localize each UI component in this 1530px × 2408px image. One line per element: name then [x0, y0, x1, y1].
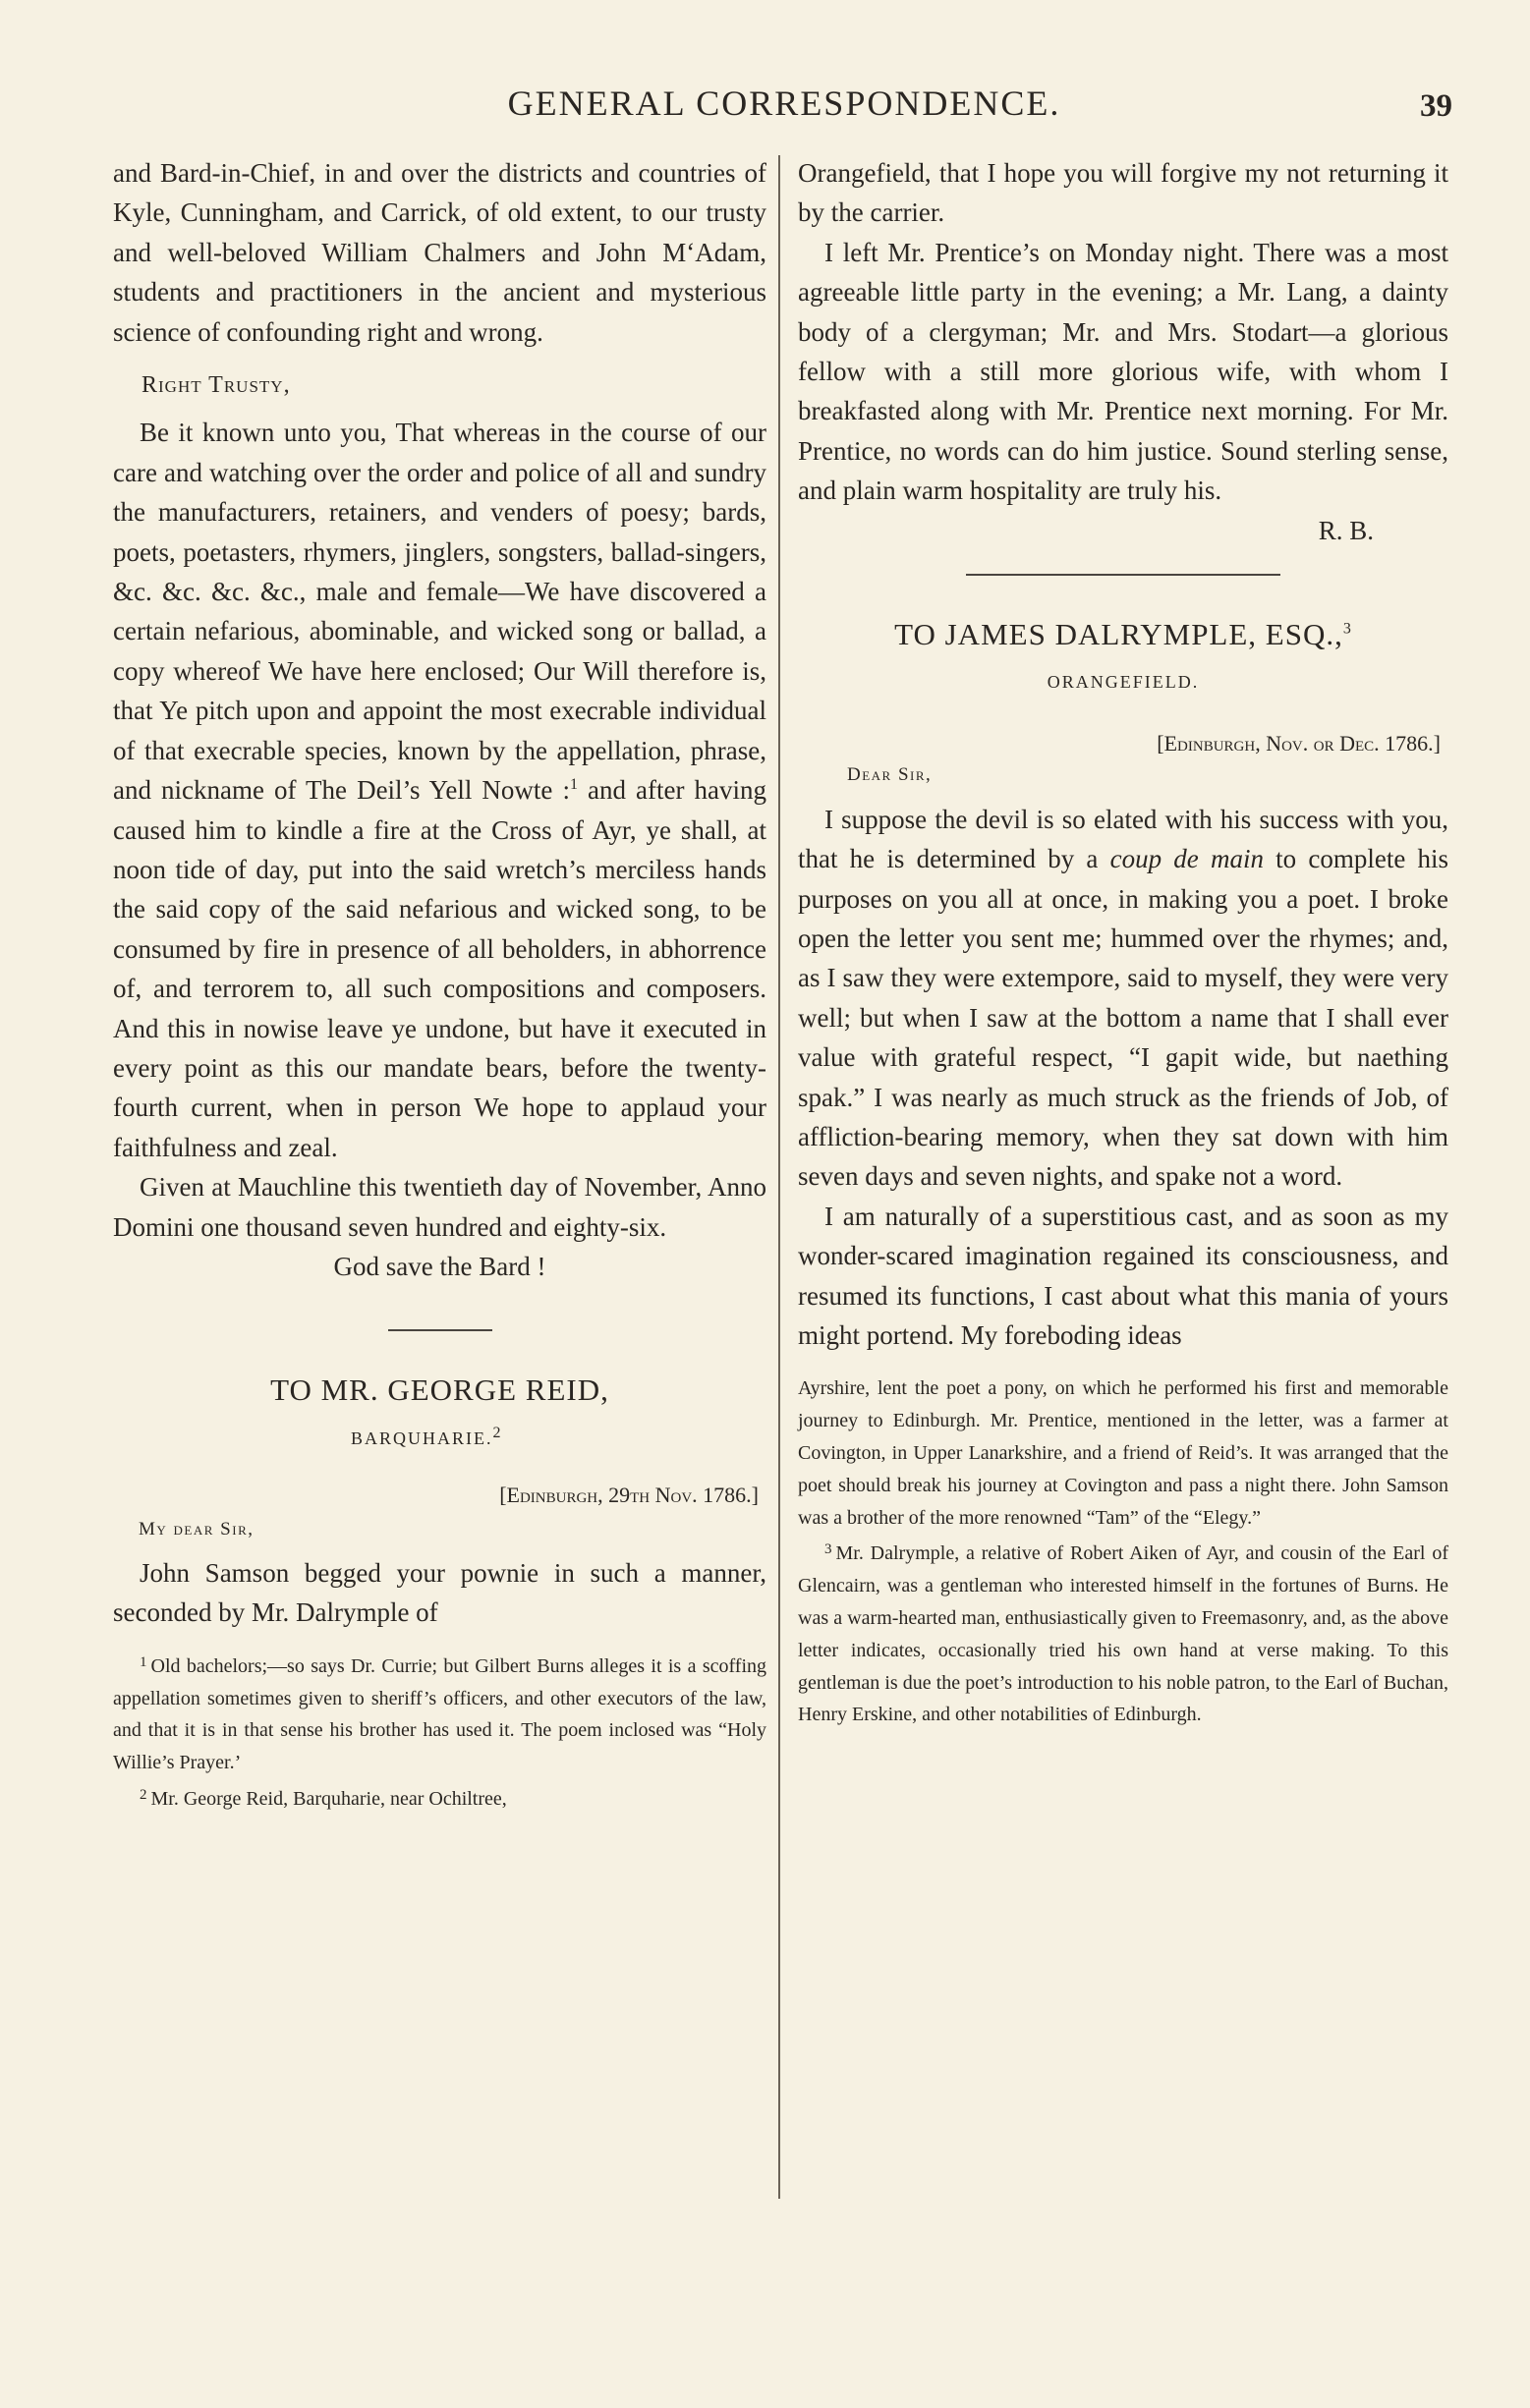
- mandate-body-part1: Be it known unto you, That whereas in the course of our care and watching over the order and police of all and sundry the manufacturers, retainers, and venders of poesy; bards, poets, poetasters, rhymers, jinglers, songsters, ballad-singers, &c. &c. &c. &c., male and female—We have discovered a certain nefarious, abominable, and wicked song or ballad, a copy whereof We have here enclosed; Our Will therefore is, that Ye pitch upon and appoint the most execrable individual of that execrable species, known by the appellation, phrase, and nickname of The Deil’s Yell Nowte :: [113, 418, 766, 806]
- letter-opening: and Bard-in-Chief, in and over the districts and countries of Kyle, Cunningham, and Carrick, of old extent, to our trusty and well-beloved William Chalmers and John M‘Adam, students and practitioners in the ancient and mysterious science of confounding right and wrong.: [113, 158, 766, 347]
- left-column: [113, 153, 766, 1816]
- letter-subheading-reid: BARQUHARIE.$^2$: [351, 1424, 503, 1448]
- footnote-2-start: $^2$ Mr. George Reid, Barquharie, near Ochiltree,: [140, 1787, 507, 1810]
- dateline-reid: [Edinburgh, 29th Nov. 1786.]: [499, 1483, 759, 1508]
- page-number: 39: [1420, 88, 1452, 124]
- footnote-ref-2: 2: [492, 1424, 503, 1441]
- salutation-dalrymple: Dear Sir,: [847, 764, 933, 786]
- right-column: [798, 153, 1448, 1731]
- mandate-given: Given at Mauchline this twentieth day of November, Anno Domini one thousand seven hundred and eighty-six.: [113, 1172, 766, 1242]
- letter-prentice-paragraph: I left Mr. Prentice’s on Monday night. There was a most agreeable little party in the evening; a Mr. Lang, a dainty body of a clergyman; Mr. and Mrs. Stodart—a glorious fellow with a still more glorious wife, with whom I breakfasted along with Mr. Prentice next morning. For Mr. Prentice, no words can do him justice. Sound sterling sense, and plain warm hospitality are truly his.: [798, 237, 1448, 506]
- letter-heading-reid: TO MR. GEORGE REID,: [270, 1372, 609, 1408]
- section-rule: [388, 1329, 492, 1331]
- mandate-body-part2: and after having caused him to kindle a fire at the Cross of Ayr, ye shall, at noon tide of day, put into the said wretch’s merciless hands the said copy of the said nefarious and wicked song, to be consumed by fire in presence of all beholders, in abhorrence of, and terrorem to, all such compositions and composers. And this in nowise leave ye undone, but have it executed in every point as this our mandate bears, before the twenty-fourth current, when in person We hope to applaud your faithfulness and zeal.: [113, 775, 766, 1162]
- footnote-1: $^1$ Old bachelors;—so says Dr. Currie; but Gilbert Burns alleges it is a scoffing appellation sometimes given to sheriff’s officers, and other executors of the law, and that it is in that sense his brother has used it. The poem inclosed was “Holy Willie’s Prayer.’: [113, 1653, 766, 1774]
- letter-body-reid: John Samson begged your pownie in such a manner, seconded by Mr. Dalrymple of: [113, 1558, 766, 1628]
- italic-coup-de-main: coup de main: [1109, 844, 1264, 874]
- mandate-closing: God save the Bard !: [333, 1251, 546, 1281]
- section-rule: [966, 574, 1280, 576]
- footnotes-left: [113, 1647, 766, 1816]
- signature-rb: R. B.: [1318, 515, 1374, 545]
- letter-subheading-dalrymple: ORANGEFIELD.: [1047, 672, 1200, 693]
- footnote-2-continued: Ayrshire, lent the poet a pony, on which he performed his first and memorable journey to Edinburgh. Mr. Prentice, mentioned in the letter, was a farmer at Covington, in Upper Lanarkshire, and a friend of Reid’s. It was arranged that the poet should break his journey at Covington and pass a night there. John Samson was a brother of the more renowned “Tam” of the “Elegy.”: [798, 1377, 1448, 1529]
- dateline-dalrymple: [Edinburgh, Nov. or Dec. 1786.]: [1157, 730, 1441, 756]
- letter-body-dalrymple-p1: I suppose the devil is so elated with his success with you, that he is determined by a coup de main to complete his purposes on you all at once, in making you a poet. I broke open the letter you sent me; hummed over the rhymes; and, as I saw they were extempore, said to myself, they were very well; but when I saw at the bottom a name that I shall ever value with grateful respect, “I gapit wide, but naething spak.” I was nearly as much struck as the friends of Job, of affliction-bearing memory, when they sat down with him seven days and seven nights, and spake not a word.: [798, 804, 1449, 1192]
- salutation-reid: My dear Sir,: [139, 1518, 255, 1540]
- salutation-right-trusty: Right Trusty,: [142, 372, 291, 399]
- running-title: GENERAL CORRESPONDENCE.: [507, 84, 1061, 123]
- footnote-3: $^3$ Mr. Dalrymple, a relative of Robert Aiken of Ayr, and cousin of the Earl of Glencairn, was a gentleman who interested himself in the fortunes of Burns. He was a warm-hearted man, enthusiastically given to Freemasonry, and, as the above letter indicates, occasionally tried his own hand at verse making. To this gentleman is due the poet’s introduction to his noble patron, to the Earl of Buchan, Henry Erskine, and other notabilities of Edinburgh.: [798, 1541, 1448, 1726]
- letter-heading-dalrymple: TO JAMES DALRYMPLE, ESQ.,$^3$: [894, 617, 1352, 652]
- footnote-ref-3: 3: [1342, 620, 1352, 638]
- footnotes-right: [798, 1372, 1448, 1731]
- column-divider: [778, 155, 780, 2199]
- letter-continuation: Orangefield, that I hope you will forgive my not returning it by the carrier.: [798, 158, 1448, 228]
- footnote-ref-1: 1: [569, 776, 578, 794]
- mandate-body: [113, 413, 766, 1167]
- letter-body-dalrymple-p2: I am naturally of a superstitious cast, and as soon as my wonder-scared imagination regained its consciousness, and resumed its functions, I cast about what this mania of yours might portend. My foreboding ideas: [798, 1201, 1448, 1350]
